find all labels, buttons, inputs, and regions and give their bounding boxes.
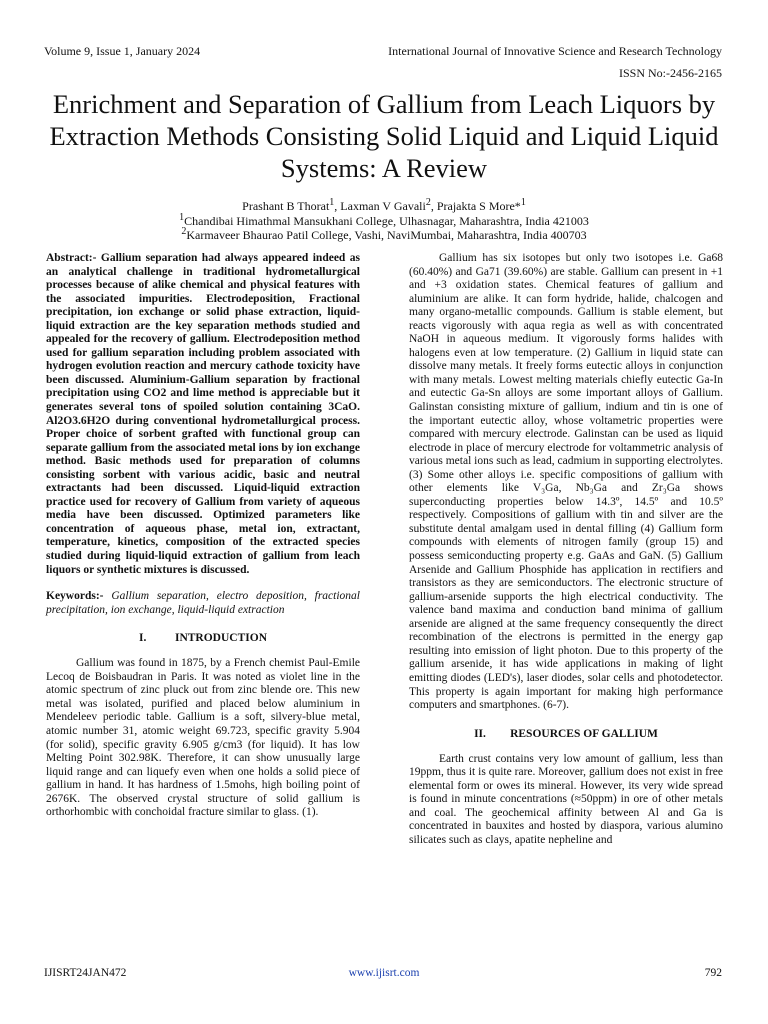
author-name: Prashant B Thorat (242, 199, 330, 213)
author-separator: , (334, 199, 341, 213)
abstract: Abstract:- Gallium separation had always appeared indeed as an analytical challenge in traditional hydrometallurgical processes because of alike chemical and physical features with the associated impurities. Electrodeposition, Fractional precipitation, ion exchange or solid phase extraction, liquid-liquid extraction are the key separation methods studied and appealed for the recovery of gallium. Electrodeposition method used for gallium separation including problem associated with hydrogen evolution reaction and mercury cathode toxicity have been discussed. Aluminium-Gallium separation by fractional precipitation using CO2 and lime method is appreciable but it generates several tons of spoiled solution containing 3CaO. Al2O3.6H2O during conventional hydrometallurgical process. Proper choice of sorbent grafted with functional group can separate gallium from the associated metal ions by ion exchange method. Basic methods used for preparation of columns consisting sorbent with various acidic, basic and neutral extractants had been discussed. Liquid-liquid extraction practice used for recovery of Gallium from variety of aqueous media have been discussed. Optimized parameters like concentration of aqueous phase, metal ion, extractant, temperature, kinetics, composition of the extracted species studied during liquid-liquid extraction of gallium from leach liquors or synthetic mixtures is discussed. (46, 252, 360, 576)
right-column (409, 252, 723, 847)
affil-text: Chandibai Himathmal Mansukhani College, Ulhasnagar, Maharashtra, India 421003 (184, 214, 589, 228)
affiliation (0, 225, 768, 242)
section-title: INTRODUCTION (174, 632, 267, 645)
keywords-text: Gallium separation, electro deposition, fractional precipitation, ion exchange, liquid-liquid extraction (46, 590, 360, 616)
paper-title: Enrichment and Separation of Gallium from Leach Liquors by Extraction Methods Consisting Solid Liquid and Liquid Liquid Systems: A Review (49, 89, 719, 183)
page-number: 792 (704, 967, 722, 979)
intro-paragraph-continued: Gallium has six isotopes but only two isotopes i.e. Ga68 (60.40%) and Ga71 (39.60%) are stable. Gallium can present in +1 and +3 oxidation states. Chemical features of gallium and aluminium are alike. It can form hydride, halide, chalcogen and many organo-metallic compounds. Gallium is stable element, but reacts vigorously with aqua regia as well as with concentrated NaOH in aqueous medium. It vigorously forms halides with halogens even at low temperature. (2) Gallium in liquid state can dissolve many metals. It freely forms eutectic alloys in conjunction with many metals. Lowest melting materials chiefly eutectic Ga-In and eutectic Ga-Sn alloys are some important alloys of Gallium. Galinstan consisting mixture of gallium, indium and tin is one of the important eutectic alloy, whose voltametric properties were compared with mercury electrode. Galinstan can be used as liquid electrode in place of mercury electrode for voltammetric analysis of various metal ions such as lead, cadmium in supporting electrolytes. (3) Some other alloys i.e. specific compositions of gallium with other elements like V₃Ga, Nb₃Ga and Zr₃Ga shows superconducting properties below 14.3º, 14.5º and 10.5º respectively. Compositions of gallium with tin and silver are the substitute dental amalgam used in dental filling (4) Gallium form compounds with elements of nitrogen family (group 15) and possess semiconducting property e.g. GaAs and GaN. (5) Gallium Arsenide and Gallium Phosphide has application in rectifiers and transistors as they are semiconductors. The electronic structure of gallium-arsenide supports the high electrical conductivity. The valence band maxima and conduction band minima of gallium arsenide are aligned at the same frequency consequently the direct recombination of the electrons is permitted in the energy gap resulting into emission of light photon. Due to this property of the gallium arsenide, it has wide applications in making of light emitting diodes (LED's), laser diodes, solar cells and photodetector. This property is again important for making high performance computers and smartphones. (6-7). (409, 252, 723, 712)
issn: ISSN No:-2456-2165 (618, 66, 722, 80)
author-separator: , (430, 199, 437, 213)
affil-mark: 1 (179, 212, 185, 223)
journal-name: International Journal of Innovative Science and Research Technology (388, 44, 722, 58)
resources-paragraph: Earth crust contains very low amount of gallium, less than 19ppm, thus it is quite rare. Moreover, gallium does not exist in free elemental form or owes its mineral. However, its very wide spread is found in minute concentrations (≈50ppm) in ore of other metals and coal. The geochemical affinity between Al and Ga is concentrated in bauxites and hosted by diaspora, various alumino silicates such as clays, apatite nepheline and (409, 752, 723, 846)
section-number: I. (138, 632, 147, 645)
section-heading-introduction (46, 631, 360, 645)
author-name: Prajakta S More* (436, 199, 521, 213)
volume-info: Volume 9, Issue 1, January 2024 (44, 44, 201, 58)
author-affil-mark: 1 (520, 197, 526, 208)
section-title: RESOURCES OF GALLIUM (510, 727, 658, 740)
affil-text: Karmaveer Bhaurao Patil College, Vashi, NaviMumbai, Maharashtra, India 400703 (186, 228, 587, 242)
keywords-label: Keywords:- (46, 590, 104, 603)
journal-website-link[interactable]: www.ijisrt.com (348, 967, 420, 979)
intro-paragraph: Gallium was found in 1875, by a French chemist Paul-Emile Lecoq de Boisbaudran in Paris. It was noted as violet line in the atomic spectrum of zinc pluck out from zinc blende ore. This new metal was isolated, purified and placed below aluminium in Mendeleev periodic table. Gallium is a soft, silvery-blue metal, atomic number 31, atomic weight 69.723, specific gravity 5.904 (for solid), specific gravity 6.905 g/cm3 (for liquid). It has low Melting Point 302.98K. Therefore, it can show unusually large liquid range and can liquefy even when one holds a solid piece of gallium in hand. It has hardness of 1.5mohs, high boiling point of 2676K. The observed crystal structure of solid gallium is orthorhombic with conchoidal fracture similar to glass. (1). (46, 657, 360, 819)
affil-mark: 2 (181, 226, 187, 237)
author-name: Laxman V Gavali (340, 199, 426, 213)
author-affil-mark: 1 (329, 197, 335, 208)
left-column (46, 252, 360, 820)
keywords (46, 590, 360, 617)
section-number: II. (474, 727, 486, 740)
article-id: IJISRT24JAN472 (44, 967, 127, 979)
section-heading-resources (409, 727, 723, 741)
author-affil-mark: 2 (425, 197, 431, 208)
